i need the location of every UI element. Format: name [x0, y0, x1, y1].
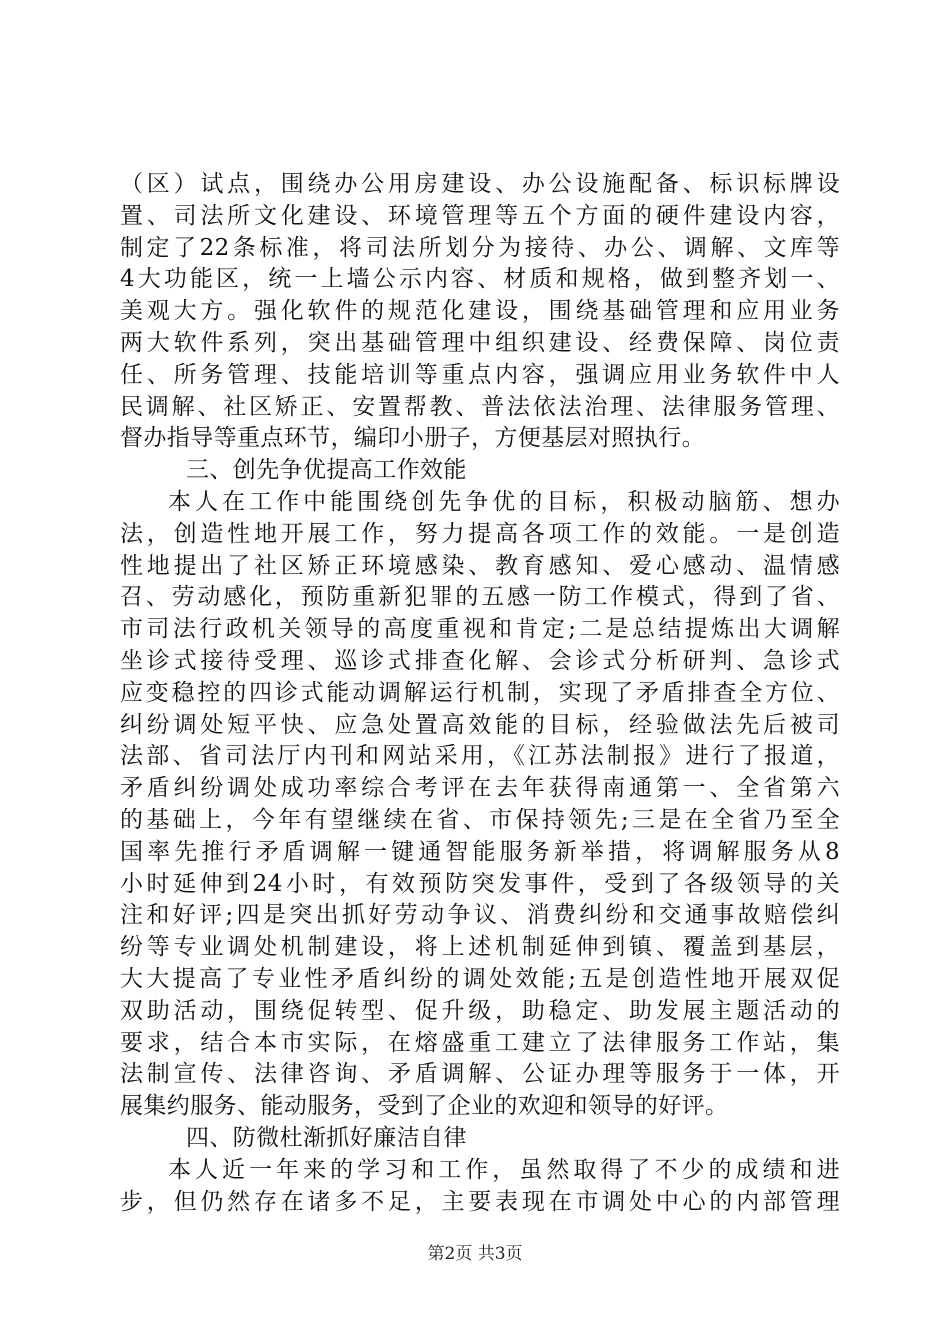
paragraph-line: 要求，结合本市实际，在熔盛重工建立了法律服务工作站，集 — [120, 1029, 840, 1056]
paragraph-line: 督办指导等重点环节，编印小册子，方便基层对照执行。 — [120, 425, 705, 452]
page-number-footer: 第2页 共3页 — [427, 1244, 523, 1264]
section-heading: 四、防微杜渐抓好廉洁自律 — [186, 1124, 467, 1151]
paragraph-line: 两大软件系列，突出基础管理中组织建设、经费保障、岗位责 — [120, 329, 840, 356]
paragraph-line: 法，创造性地开展工作，努力提高各项工作的效能。一是创造 — [120, 520, 840, 547]
paragraph-line: 法部、省司法厅内刊和网站采用，《江苏法制报》进行了报道， — [120, 743, 840, 770]
paragraph-line: 法制宣传、法律咨询、矛盾调解、公证办理等服务于一体，开 — [120, 1061, 840, 1088]
paragraph-line: 矛盾纠纷调处成功率综合考评在去年获得南通第一、全省第六 — [120, 775, 840, 802]
section-heading: 三、创先争优提高工作效能 — [186, 457, 467, 484]
paragraph-line: 4大功能区，统一上墙公示内容、材质和规格，做到整齐划一、 — [120, 266, 840, 293]
paragraph-line: 本人在工作中能围绕创先争优的目标，积极动脑筋、想办 — [168, 488, 840, 515]
paragraph-line: 应变稳控的四诊式能动调解运行机制，实现了矛盾排查全方位、 — [120, 679, 840, 706]
paragraph-line: 纷等专业调处机制建设，将上述机制延伸到镇、覆盖到基层， — [120, 934, 840, 961]
paragraph-line: 民调解、社区矫正、安置帮教、普法依法治理、法律服务管理、 — [120, 393, 840, 420]
paragraph-line: 美观大方。强化软件的规范化建设，围绕基础管理和应用业务 — [120, 298, 840, 325]
paragraph-line: 性地提出了社区矫正环境感染、教育感知、爱心感动、温情感 — [120, 552, 840, 579]
paragraph-line: 小时延伸到24小时，有效预防突发事件，受到了各级领导的关 — [120, 870, 840, 897]
paragraph-line: 大大提高了专业性矛盾纠纷的调处效能;五是创造性地开展双促 — [120, 965, 840, 992]
paragraph-line: 步，但仍然存在诸多不足，主要表现在市调处中心的内部管理 — [120, 1188, 840, 1215]
paragraph-line: 市司法行政机关领导的高度重视和肯定;二是总结提炼出大调解 — [120, 616, 840, 643]
document-body — [120, 169, 840, 1218]
paragraph-line: 本人近一年来的学习和工作，虽然取得了不少的成绩和进 — [168, 1156, 840, 1183]
paragraph-line: 纠纷调处短平快、应急处置高效能的目标，经验做法先后被司 — [120, 711, 840, 738]
paragraph-line: 召、劳动感化，预防重新犯罪的五感一防工作模式，得到了省、 — [120, 584, 840, 611]
paragraph-line: 坐诊式接待受理、巡诊式排查化解、会诊式分析研判、急诊式 — [120, 647, 840, 674]
paragraph-line: 双助活动，围绕促转型、促升级，助稳定、助发展主题活动的 — [120, 997, 840, 1024]
paragraph-line: 置、司法所文化建设、环境管理等五个方面的硬件建设内容， — [120, 202, 840, 229]
paragraph-line: （区）试点，围绕办公用房建设、办公设施配备、标识标牌设 — [120, 171, 840, 197]
paragraph-line: 的基础上，今年有望继续在省、市保持领先;三是在全省乃至全 — [120, 806, 840, 833]
paragraph-line: 任、所务管理、技能培训等重点内容，强调应用业务软件中人 — [120, 361, 840, 388]
paragraph-line: 国率先推行矛盾调解一键通智能服务新举措，将调解服务从8 — [120, 838, 840, 865]
paragraph-line: 制定了22条标准，将司法所划分为接待、办公、调解、文库等 — [120, 234, 840, 261]
paragraph-line: 展集约服务、能动服务，受到了企业的欢迎和领导的好评。 — [120, 1093, 729, 1120]
paragraph-line: 注和好评;四是突出抓好劳动争议、消费纠纷和交通事故赔偿纠 — [120, 902, 840, 929]
